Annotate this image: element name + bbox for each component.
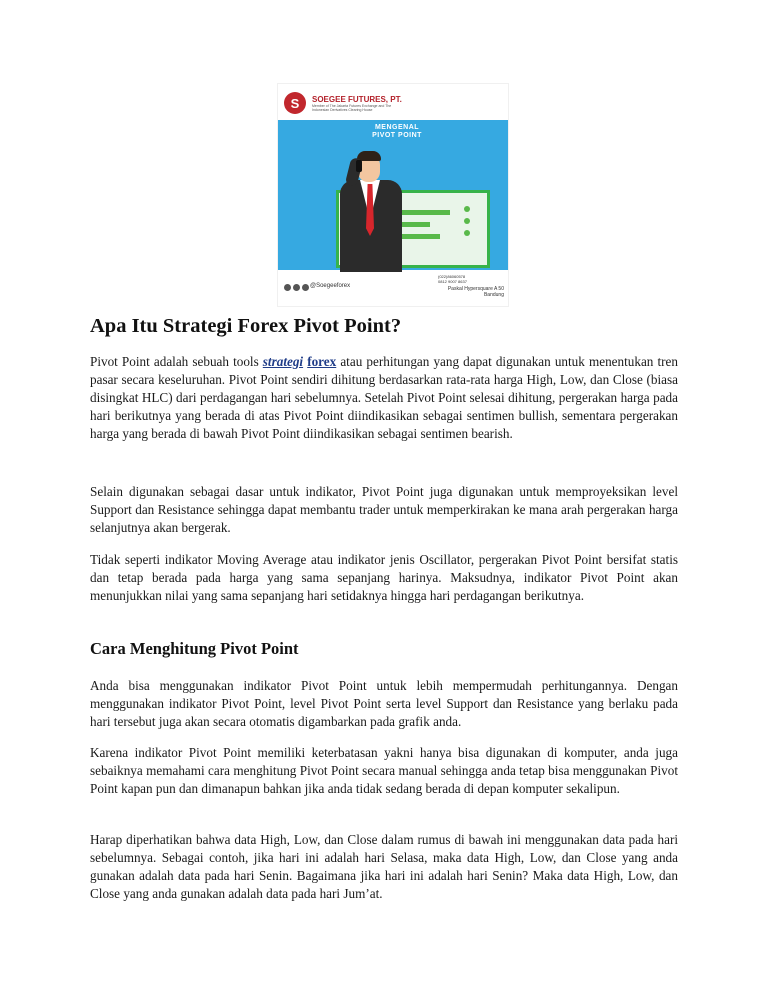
instagram-icon	[284, 284, 291, 291]
phone-numbers: (022)86060578 0812 9007 8637	[438, 274, 467, 284]
phone-icon	[356, 160, 362, 172]
social-handle: @Soegeeforex	[310, 283, 351, 289]
banner-footer	[278, 272, 508, 306]
screen-dot	[464, 218, 470, 224]
brand-tagline: Member of The Jakarta Futures Exchange and The Indonesian Derivatives Clearing House	[312, 103, 392, 112]
section-heading: Cara Menghitung Pivot Point	[90, 639, 299, 658]
logo-icon: S	[284, 92, 306, 114]
brand-logo	[284, 90, 402, 116]
paragraph-intro: Pivot Point adalah sebuah tools strategi forex atau perhitungan yang dapat digunakan untuk menentukan tren pasar secara keseluruhan. Pivot Point sendiri dihitung berdasarkan rata-rata harga High, Low, dan Close (biasa disingkat HLC) dari perdagangan hari sebelumnya. Setelah Pivot Point selesai dihitung, pergerakan harga pada hari berikutnya yang berada di atas Pivot Point diindikasikan sebagai sentimen bullish, sementara pergerakan harga yang berada di bawah Pivot Point diindikasikan sebagai sentimen bearish.	[90, 354, 678, 441]
twitter-icon	[302, 284, 309, 291]
strategi-link[interactable]: strategi	[262, 354, 304, 369]
forex-link[interactable]: forex	[307, 354, 337, 369]
screen-dot	[464, 206, 470, 212]
poster-illustration	[278, 120, 508, 270]
paragraph-indicator-usage: Anda bisa menggunakan indikator Pivot Point untuk lebih mempermudah perhitungannya. Dengan menggunakan indikator Pivot Point, level Pivot Point serta level Support dan Resistance yang berlaku pada hari tersebut juga akan secara otomatis digambarkan pada grafik anda.	[90, 678, 678, 729]
paragraph-support-resistance: Selain digunakan sebagai dasar untuk indikator, Pivot Point juga digunakan untuk memproyeksikan level Support dan Resistance sehingga dapat membantu trader untuk memperkirakan ke mana arah pergerakan harga selanjutnya akan bergerak.	[90, 484, 678, 535]
paragraph-manual-calculation: Karena indikator Pivot Point memiliki keterbatasan yakni hanya bisa digunakan di komputer, anda juga sebaiknya memahami cara menghitung Pivot Point secara manual sehingga anda tetap bisa menggunakan Pivot Point kapan pun dan dimanapun bahkan jika anda tidak sedang berada di depan komputer sekalipun.	[90, 745, 678, 796]
screen-dot	[464, 230, 470, 236]
article-banner-image	[278, 84, 508, 306]
article-title: Apa Itu Strategi Forex Pivot Point?	[90, 315, 402, 337]
social-icons	[284, 284, 309, 291]
poster-title: MENGENAL PIVOT POINT	[372, 124, 422, 139]
facebook-icon	[293, 284, 300, 291]
brand-name: SOEGEE FUTURES, PT.	[312, 94, 402, 104]
office-address: Paskal Hypersquare A 50 Bandung	[447, 286, 504, 298]
paragraph-previous-day-data: Harap diperhatikan bahwa data High, Low, dan Close dalam rumus di bawah ini menggunakan data pada hari sebelumnya. Sebagai contoh, jika hari ini adalah hari Selasa, maka data High, Low, dan Close yang anda gunakan adalah data pada hari Senin. Bagaimana jika hari ini adalah hari Senin? Maka data High, Low, dan Close yang anda gunakan adalah data pada hari Jum’at.	[90, 832, 678, 901]
businessman-legs	[350, 260, 392, 272]
paragraph-static-indicator: Tidak seperti indikator Moving Average atau indikator jenis Oscillator, pergerakan Pivot Point bersifat statis dan tetap berada pada harga yang sama sepanjang harinya. Maksudnya, indikator Pivot Point akan menunjukkan nilai yang sama sepanjang hari setidaknya hingga hari perdagangan berikutnya.	[90, 552, 678, 603]
